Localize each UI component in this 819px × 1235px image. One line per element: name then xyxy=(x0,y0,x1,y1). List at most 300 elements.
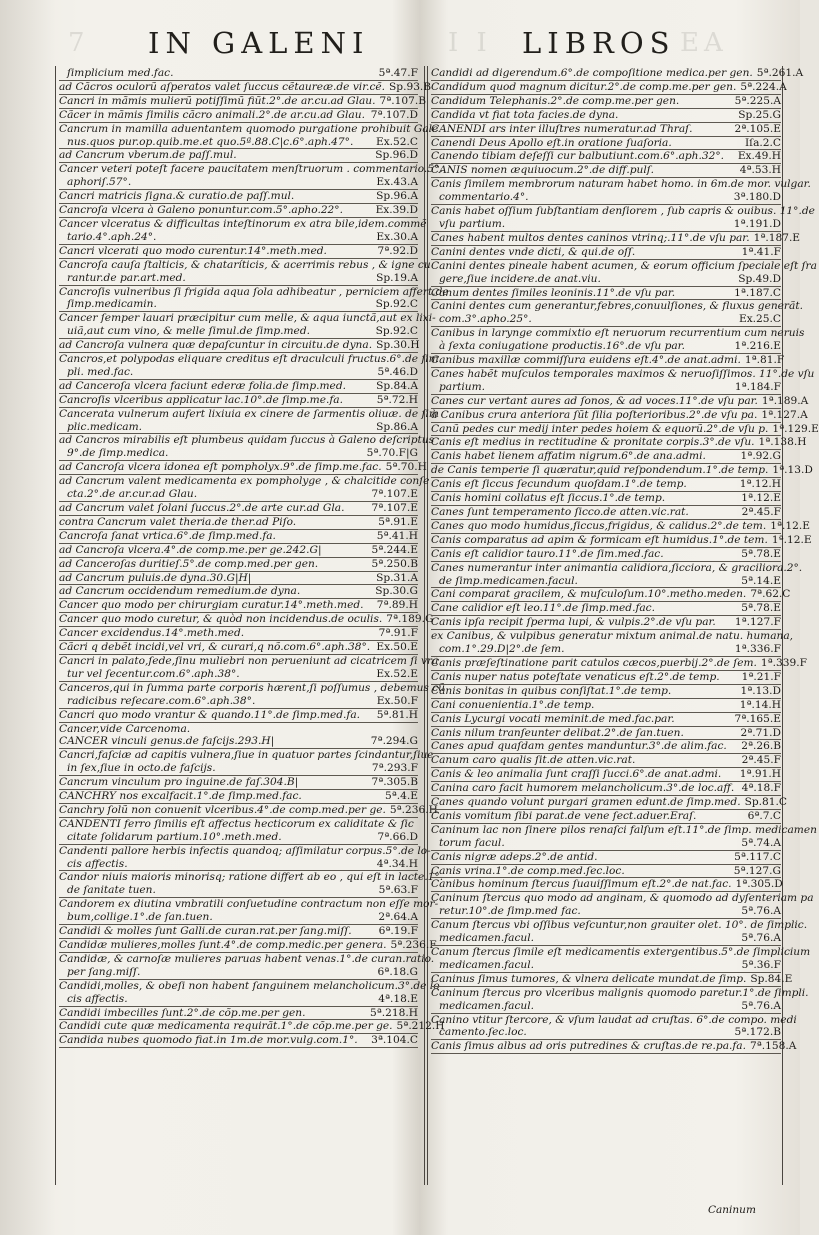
index-entry xyxy=(59,421,418,435)
entry-text: Canibus maxillæ commiſſura euidens eſt.4°.de anat.admi. xyxy=(431,354,741,367)
entry-text: Canum ſtercus ſimile eſt medicamentis extergentibus.5°.de ſimplicium xyxy=(431,946,811,958)
entry-text: Cancrum in mamilla aduentantem quomodo purgatione prohibuit Gale xyxy=(59,122,439,135)
index-entry xyxy=(59,394,418,408)
entry-text: Cancri in mãmis mulierũ potiſſimũ fiũt.2°.de ar.cu.ad Glau. xyxy=(59,94,376,107)
index-entry xyxy=(431,810,781,824)
entry-reference: 7ª.107.B xyxy=(379,94,426,107)
index-entry xyxy=(59,380,418,394)
entry-reference: Sp.84.A xyxy=(376,379,418,392)
entry-text: Cancri,faſciæ ad capitis vulnera,ſiue in quatuor partes ſcindantur,ſiue xyxy=(59,749,434,762)
entry-text: Candidæ mulieres,molles ſunt.4°.de comp.medic.per genera. xyxy=(59,939,387,951)
index-entry xyxy=(431,95,781,109)
entry-text: tario.4°.aph.24°. xyxy=(67,230,157,243)
entry-reference: 2ª.64.A xyxy=(378,911,418,924)
entry-text: medicamen.facul. xyxy=(439,932,534,945)
entry-text: Candidi cute quæ medicamenta requirãt.1°.de cõp.me.per ge. xyxy=(59,1020,393,1033)
index-entry xyxy=(431,381,781,395)
entry-reference: 5ª.91.E xyxy=(378,515,418,528)
running-head-left: IN GALENI xyxy=(148,26,370,60)
index-entry xyxy=(431,713,781,727)
entry-text: Canendi Deus Apollo eſt.in oratione ſuaſoria. xyxy=(431,136,672,149)
index-entry xyxy=(59,911,418,925)
entry-reference: Sp.30.G xyxy=(375,585,418,598)
entry-reference: Sp.93.B xyxy=(389,80,432,93)
index-entry xyxy=(431,178,811,191)
entry-text: Candida nubes quomodo fiat.in 1m.de mor.vulg.com.1°. xyxy=(59,1034,358,1047)
index-entry xyxy=(431,1026,781,1040)
index-entry xyxy=(59,654,439,668)
entry-reference: 1ª.92.G xyxy=(740,450,781,463)
index-entry xyxy=(431,1040,797,1054)
index-entry xyxy=(431,327,805,340)
entry-reference: 1ª.127.F xyxy=(734,616,781,629)
entry-text: Canina caro facit humorem melancholicum.3°.de loc.aff. xyxy=(431,782,735,795)
index-entry xyxy=(431,865,781,879)
index-entry xyxy=(59,461,427,475)
index-entry xyxy=(431,671,781,685)
entry-reference: Sp.96.D xyxy=(375,149,418,162)
index-entry xyxy=(431,273,781,287)
entry-text: ſimplicium med.fac. xyxy=(67,67,174,79)
index-entry xyxy=(59,339,418,353)
entry-reference: 7ª.107.E xyxy=(371,502,418,514)
index-entry xyxy=(59,966,418,980)
index-entry xyxy=(59,735,418,749)
index-entry xyxy=(59,163,443,176)
entry-reference: 1ª.216.E xyxy=(734,340,781,353)
index-entry xyxy=(431,986,809,1000)
entry-reference: 1ª.41.F xyxy=(741,245,781,258)
entry-reference: Sp.31.A xyxy=(376,571,418,584)
index-entry xyxy=(431,602,781,616)
entry-text: Canũ pedes cur medij inter pedes hoiem & equorũ.2°.de vſu p. xyxy=(431,422,769,435)
index-entry xyxy=(431,506,781,520)
index-entry xyxy=(59,993,418,1007)
index-entry xyxy=(59,681,445,695)
index-entry xyxy=(431,905,781,919)
entry-text: Cancroſa cauſa ſtalticis, & chataríticis, & acerrimis rebus , & igne cu xyxy=(59,258,431,271)
entry-text: Canis præſeſtinatione parit catulos cæcos,puerbij.2°.de ſem. xyxy=(431,656,757,669)
bleed-through-right-2: EA xyxy=(680,28,728,58)
index-entry xyxy=(59,475,430,488)
index-entry xyxy=(431,123,781,137)
entry-text: Candidum quod magnum dicitur.2°.de comp.me.per gen. xyxy=(431,80,737,93)
entry-text: Cancerata vulnerum aufert lixiuia ex cinere de ſarmentis oliuæ. de ſim xyxy=(59,407,439,420)
index-entry xyxy=(431,340,781,354)
index-entry xyxy=(431,932,781,946)
entry-text: ad Cancros mirabilis eſt plumbeus quidam ſuccus à Galeno deſcriptus xyxy=(59,434,435,447)
index-entry xyxy=(431,616,781,630)
index-entry xyxy=(431,259,817,273)
entry-reference: 1ª.184.F xyxy=(734,380,781,393)
index-entry xyxy=(431,137,781,151)
entry-reference: 5ª.70.F|G xyxy=(366,447,418,460)
entry-text: vſu partium. xyxy=(439,217,506,230)
entry-reference: 7ª.305.B xyxy=(371,776,418,789)
entry-reference: Iſa.2.C xyxy=(744,136,781,149)
index-entry xyxy=(431,422,819,437)
index-entry xyxy=(59,176,418,190)
index-entry xyxy=(431,164,781,178)
entry-reference: 1ª.14.H xyxy=(739,698,781,711)
entry-text: Canes quando volunt purgari gramen edunt.de ſimp.med. xyxy=(431,796,741,809)
entry-reference: 1ª.13.D xyxy=(772,464,813,477)
entry-reference: 5ª.76.A xyxy=(741,905,781,918)
entry-text: cis affectis. xyxy=(67,992,128,1005)
entry-reference: 5ª.14.E xyxy=(741,574,781,587)
entry-reference: Sp.86.A xyxy=(376,420,418,433)
index-entry xyxy=(59,272,418,286)
entry-text: ad Cancrum vberum.de paſſ.mul. xyxy=(59,149,237,162)
index-entry xyxy=(59,695,418,709)
index-entry xyxy=(59,1020,445,1034)
index-entry xyxy=(59,67,418,81)
entry-reference: 6ª.18.G xyxy=(377,965,418,978)
entry-reference: 1ª.91.H xyxy=(739,768,781,781)
entry-text: CANDENTI ferro ſimilis eſt affectus hecticorum ex caliditate & ſic xyxy=(59,817,414,830)
entry-reference: 1ª.189.A xyxy=(761,394,809,407)
entry-text: aphoriſ.57°. xyxy=(67,176,132,189)
entry-text: Canis eſt medius in rectitudine & pronitate corpis.3°.de vſu. xyxy=(431,436,755,449)
entry-text: citate ſolidarum partium.10°.meth.med. xyxy=(67,830,282,843)
entry-text: bum,collige.1°.de ſan.tuen. xyxy=(67,911,213,924)
entry-reference: 5ª.47.F xyxy=(378,67,418,79)
entry-reference: 5ª.250.B xyxy=(371,557,418,570)
entry-text: com.3°.apho.25°. xyxy=(439,313,532,326)
entry-reference: 7ª.62.C xyxy=(750,588,791,601)
entry-text: Cancroſa vlcera à Galeno ponuntur.com.5°.apho.22°. xyxy=(59,204,343,217)
entry-text: Canis habet lienem affatim nigrum.6°.de ana.admi. xyxy=(431,450,706,463)
entry-text: ſimp.medicamin. xyxy=(67,298,157,311)
entry-text: Canchry ſolũ non conuenit vlceribus.4°.de comp.med.per ge. xyxy=(59,803,386,816)
entry-reference: 6ª.19.F xyxy=(378,925,418,938)
entry-text: ad Canceroſas duritieſ.5°.de comp.med.per gen. xyxy=(59,557,319,570)
entry-text: Cãcri q debẽt incidi,vel vri, & curari,q nõ.com.6°.aph.38°. xyxy=(59,641,371,654)
entry-text: Cancri quo modo vrantur & quando.11°.de ſimp.med.fa. xyxy=(59,708,361,721)
entry-text: Canis ſimilem membrorum naturam habet homo. in 6m.de mor. vulgar. xyxy=(431,178,811,191)
entry-text: gere,ſiue incidere.de anat.viu. xyxy=(439,272,601,285)
entry-text: Canes numerantur inter animantia calidiora,ſicciora, & graciliora.2°. xyxy=(431,561,803,574)
entry-text: Candenti pallore herbis infectis quandoq; aſſimilatur corpus.5°.de lo- xyxy=(59,844,431,857)
entry-reference: 1ª.191.D xyxy=(733,217,781,230)
index-entry xyxy=(431,575,781,589)
index-entry xyxy=(431,67,804,81)
index-entry xyxy=(59,231,418,245)
entry-text: ad Cancrum occidendum remedium.de dyna. xyxy=(59,585,301,598)
entry-text: uiã,aut cum vino, & melle ſimul.de ſimp.med. xyxy=(67,325,310,338)
entry-text: Cancer excidendus.14°.meth.med. xyxy=(59,627,245,640)
index-entry xyxy=(431,246,781,260)
entry-text: Canis nigræ adeps.2°.de antid. xyxy=(431,850,598,863)
entry-reference: 5ª.76.A xyxy=(741,932,781,945)
entry-text: ex Canibus, & vulpibus generatur mixtum animal.de natu. humana, xyxy=(431,630,794,643)
index-entry xyxy=(59,502,418,516)
entry-reference: 2ª.26.B xyxy=(741,740,781,753)
entry-text: Caninum ſtercus quo modo ad anginam, & quomodo ad dyſenteriam pa xyxy=(431,892,814,905)
entry-text: ad Cancrum valent medicamenta ex pompholyge , & chalcitide conſe xyxy=(59,475,430,488)
entry-text: Cancri matricis ſigna.& curatio.de paſſ.mul. xyxy=(59,190,295,203)
entry-reference: Ex.30.A xyxy=(376,230,418,243)
entry-text: Canum ſtercus vbi oſſibus veſcuntur,non grauiter olet. 10°. de ſimplic. xyxy=(431,919,808,932)
index-entry xyxy=(431,450,781,464)
index-entry xyxy=(59,285,449,299)
index-entry xyxy=(59,245,418,259)
entry-text: plic.medicam. xyxy=(67,420,143,433)
entry-text: Candidi imbecilles ſunt.2°.de cõp.me.per gen. xyxy=(59,1006,306,1019)
entry-reference: 5ª.236.F xyxy=(390,939,437,951)
index-entry xyxy=(431,408,808,423)
entry-text: Candidi & molles ſunt Galli.de curan.rat.per ſang.miſſ. xyxy=(59,925,352,938)
entry-text: Canis comparatus ad apim & formicam eſt humidus.1°.de tem. xyxy=(431,533,768,546)
entry-text: Canis vomitum ſibi parat.de vene ſect.aduer.Eraſ. xyxy=(431,809,697,822)
entry-reference: 5ª.127.G xyxy=(733,864,781,877)
index-entry xyxy=(59,149,418,163)
entry-text: ad Cancroſa vulnera quæ depaſcuntur in circuitu.de dyna. xyxy=(59,339,373,352)
entry-reference: 5ª.236.H xyxy=(389,803,438,816)
entry-reference: 7ª.294.G xyxy=(370,735,418,748)
entry-text: ad Canceroſa vlcera faciunt ederæ folia.de ſimp.med. xyxy=(59,379,346,392)
entry-reference: 5ª.41.H xyxy=(376,529,418,542)
entry-text: CANENDI ars inter illuſtres numeratur.ad Thraſ. xyxy=(431,122,693,135)
index-entry xyxy=(59,818,418,831)
index-entry xyxy=(431,1000,781,1014)
entry-text: pli. med.fac. xyxy=(67,365,134,378)
index-entry xyxy=(431,972,793,987)
entry-text: Canes habent multos dentes caninos vtrinq;.11°.de vſu par. xyxy=(431,231,750,244)
entry-text: Canis ipſa recipit ſperma lupi, & vulpis.2°.de vſu par. xyxy=(431,616,716,629)
index-entry xyxy=(431,878,781,892)
index-entry xyxy=(431,837,781,851)
entry-reference: 5ª.63.F xyxy=(378,884,418,897)
entry-text: Cancroſa ſanat vrtica.6°.de ſimp.med.fa. xyxy=(59,529,276,542)
entry-text: Cani comparat gracilem, & muſculoſum.10°.metho.meden. xyxy=(431,588,747,601)
entry-reference: Ex.49.H xyxy=(737,150,781,163)
entry-text: Canino vtitur ſtercore, & vſum laudat ad cruſtas. 6°.de compo. medi xyxy=(431,1013,797,1026)
index-entry xyxy=(431,548,781,562)
entry-text: camento.ſec.loc. xyxy=(439,1026,527,1039)
entry-reference: 6ª.7.C xyxy=(747,809,781,822)
entry-text: medicamen.facul. xyxy=(439,958,534,971)
index-entry xyxy=(59,776,418,790)
entry-text: radicibus reſecare.com.6°.aph.38°. xyxy=(67,694,256,707)
entry-reference: Sp.81.C xyxy=(744,796,787,809)
entry-text: à Canibus crura anteriora ſũt ſilia poſterioribus.2°.de vſu pa. xyxy=(431,408,758,421)
index-entry xyxy=(59,136,418,150)
entry-text: Canini dentes pineale habent acumen, & eorum officium ſpeciale eſt ſra xyxy=(431,259,817,272)
entry-text: retur.10°.de ſimp.med fac. xyxy=(439,905,581,918)
entry-text: Cancer quo modo curetur, & quòd non incidendus.de oculis. xyxy=(59,613,383,626)
entry-text: CANIS nomen æquiuocum.2°.de diff.pulſ. xyxy=(431,164,655,177)
entry-reference: 1ª.129.E xyxy=(772,422,819,435)
entry-reference: 7ª.91.F xyxy=(378,627,418,640)
index-entry xyxy=(431,367,815,381)
index-entry xyxy=(431,231,801,246)
entry-reference: 1ª.12.H xyxy=(739,478,781,491)
entry-text: ad Cancroſa vlcera.4°.de comp.me.per ge.242.G| xyxy=(59,543,322,556)
column-rule-left xyxy=(55,66,56,1185)
index-entry xyxy=(431,823,817,837)
entry-reference: 1ª.336.F xyxy=(734,643,781,656)
catchword: Caninum xyxy=(708,1204,756,1216)
index-entry xyxy=(59,898,439,911)
entry-reference: 2ª.45.F xyxy=(741,506,781,518)
index-entry xyxy=(431,150,781,164)
index-entry xyxy=(59,109,418,123)
entry-reference: 5ª.218.H xyxy=(370,1006,418,1019)
entry-reference: 2ª.105.E xyxy=(734,122,781,135)
entry-text: cta.2°.de ar.cur.ad Glau. xyxy=(67,488,198,501)
entry-text: ad Cancroſa vlcera idonea eſt pompholyx.9°.de ſimp.me.fac. xyxy=(59,461,382,474)
entry-reference: 3ª.180.D xyxy=(733,191,781,204)
index-entry xyxy=(431,768,781,782)
index-entry xyxy=(431,464,813,478)
entry-text: Canceros,qui in ſumma parte corporis hærent,ſi poſſumus , debemus cũ xyxy=(59,681,445,694)
entry-text: Cãcer in mãmis ſimilis cãcro animali.2°.de ar.cu.ad Glau. xyxy=(59,108,365,121)
entry-reference: 1ª.187.E xyxy=(753,231,801,244)
entry-reference: Sp.84.E xyxy=(750,972,793,985)
entry-text: Cancroſis vulneribus ſi frigida aqua ſola adhibeatur , perniciem affert.de xyxy=(59,285,449,298)
entry-text: Caninus ſimus tumores, & vlnera delicate mundat.de ſimp. xyxy=(431,972,747,985)
entry-reference: 7ª.107.D xyxy=(370,108,418,121)
entry-text: de ſimp.medicamen.facul. xyxy=(439,574,578,587)
index-entry xyxy=(59,572,418,586)
index-entry xyxy=(431,218,781,232)
index-entry xyxy=(59,979,440,993)
entry-reference: 1ª.81.F xyxy=(744,354,785,367)
index-entry xyxy=(431,959,781,973)
entry-reference: 7ª.66.D xyxy=(377,830,418,843)
entry-reference: Sp.49.D xyxy=(738,272,781,285)
entry-text: rantur.de par.art.med. xyxy=(67,271,186,284)
entry-text: tur vel ſecentur.com.6°.aph.38°. xyxy=(67,667,240,680)
entry-text: Cancri vlcerati quo modo curentur.14°.meth.med. xyxy=(59,244,327,257)
index-entry xyxy=(59,858,418,872)
entry-text: ad Cancrum puluis.de dyna.30.G|H| xyxy=(59,571,252,584)
entry-reference: 5ª.46.D xyxy=(377,365,418,378)
index-entry xyxy=(59,749,434,762)
entry-reference: 5ª.76.A xyxy=(741,999,781,1012)
index-entry xyxy=(431,394,809,409)
entry-reference: 5ª.117.C xyxy=(734,850,781,863)
entry-text: Candor niuis maioris minorisq; ratione differt ab eo , qui eſt in lacte.1°. xyxy=(59,871,444,884)
index-entry xyxy=(431,533,812,548)
entry-text: Cancros,et polypodas eliquare creditus eſt draculculi fructus.6°.de ſim xyxy=(59,353,439,366)
entry-text: Candidæ, & carnoſæ mulieres paruas habent venas.1°.de curan.ratio. xyxy=(59,952,435,965)
entry-text: Canis & leo animalia ſunt craſſi ſucci.6°.de anat.admi. xyxy=(431,768,722,781)
entry-text: contra Cancrum valet theria.de ther.ad Piſo. xyxy=(59,515,297,528)
entry-text: Canis vrina.1°.de comp.med.ſec.loc. xyxy=(431,864,625,877)
entry-text: Cancer veteri poteſt facere paucitatem menſtruorum . commentario.5°. xyxy=(59,163,443,176)
entry-reference: Ex.39.D xyxy=(375,204,418,217)
index-entry xyxy=(59,258,431,272)
index-column-left xyxy=(59,67,449,1048)
entry-text: Canis ſimus albus ad oris putredines & cruſtas.de re.pa.fa. xyxy=(431,1040,746,1053)
entry-reference: 2ª.45.F xyxy=(741,754,781,767)
index-entry xyxy=(431,436,807,450)
entry-text: Canis nuper natus poteſtate venaticus eſt.2°.de temp. xyxy=(431,670,720,683)
entry-text: per ſang.miſſ. xyxy=(67,965,141,978)
index-entry xyxy=(59,298,418,312)
entry-text: Canis homini collatus eſt ſiccus.1°.de temp. xyxy=(431,492,666,505)
entry-reference: 1ª.12.E xyxy=(771,533,812,546)
index-entry xyxy=(431,685,781,699)
index-entry xyxy=(431,919,808,932)
index-entry xyxy=(431,1013,797,1027)
index-entry xyxy=(59,80,432,95)
entry-text: Canum caro qualis ſit.de atten.vic.rat. xyxy=(431,754,636,767)
index-entry xyxy=(59,641,418,655)
entry-reference: 5ª.74.A xyxy=(741,836,781,849)
entry-text: Canes habẽt muſculos temporales maximos & neruoſiſſimos. 11°.de vſu xyxy=(431,367,815,380)
entry-text: ad Cãcros oculorũ aſperatos valet ſuccus cẽtaureæ.de vir.cẽ. xyxy=(59,80,386,93)
index-entry xyxy=(59,217,427,231)
entry-text: CANCHRY nos excalfacit.1°.de ſimp.med.fac. xyxy=(59,790,302,803)
index-entry xyxy=(59,407,439,421)
index-entry xyxy=(431,191,781,205)
entry-reference: 1ª.339.F xyxy=(760,656,807,669)
index-entry xyxy=(59,204,418,218)
entry-reference: 5ª.244.E xyxy=(371,543,418,556)
entry-text: Canes apud quaſdam gentes manduntur.3°.de alim.fac. xyxy=(431,740,727,753)
entry-text: Canes cur vertant aures ad ſonos, & ad voces.11°.de vſu par. xyxy=(431,394,758,407)
entry-text: cis affectis. xyxy=(67,857,128,870)
entry-text: commentario.4°. xyxy=(439,191,529,204)
index-entry xyxy=(59,447,418,461)
index-entry xyxy=(59,723,418,736)
index-entry xyxy=(59,871,444,884)
index-column-right xyxy=(431,67,819,1054)
entry-reference: 1ª.13.D xyxy=(740,684,781,697)
entry-text: ad Cancrum valet ſolani ſuccus.2°.de arte cur.ad Gla. xyxy=(59,502,345,514)
index-entry xyxy=(59,668,418,682)
entry-text: Candida vt fiat tota facies.de dyna. xyxy=(431,108,619,121)
entry-text: Canis bonitas in quibus conſiſtat.1°.de temp. xyxy=(431,684,672,697)
entry-reference: Sp.30.H xyxy=(376,339,420,352)
entry-text: Canibus hominum ſtercus ſuauiſſimum eſt.2°.de nat.fac. xyxy=(431,878,732,891)
index-entry xyxy=(431,727,781,741)
entry-reference: 7ª.293.F xyxy=(371,762,418,775)
index-entry xyxy=(59,803,438,818)
entry-text: Canis nilum tranſeunter delibat.2°.de ſan.tuen. xyxy=(431,726,684,739)
entry-text: Canis eſt ſiccus ſecundum quoſdam.1°.de temp. xyxy=(431,478,687,491)
index-entry xyxy=(59,844,431,858)
index-entry xyxy=(59,884,418,898)
entry-reference: 5ª.70.H xyxy=(385,461,427,474)
entry-text: in ſex,ſiue in octo.de faſcijs. xyxy=(67,762,216,775)
entry-reference: 5ª.81.H xyxy=(376,708,418,721)
entry-text: com.1°.29.D|2°.de ſem. xyxy=(439,643,565,656)
entry-reference: Sp.19.A xyxy=(376,271,418,284)
index-entry xyxy=(431,796,787,810)
index-entry xyxy=(59,325,418,339)
entry-reference: 1ª.21.F xyxy=(741,670,781,683)
index-entry xyxy=(59,516,418,530)
entry-reference: 7ª.107.E xyxy=(371,488,418,501)
entry-text: Candidi,molles, & obeſi non habent ſanguinem melancholicum.3°.de lo xyxy=(59,979,440,992)
index-entry xyxy=(431,300,803,313)
index-entry xyxy=(59,122,439,136)
entry-reference: Ex.52.C xyxy=(375,135,418,148)
entry-reference: 5ª.225.A xyxy=(734,94,781,107)
index-entry xyxy=(431,656,807,671)
index-entry xyxy=(431,492,781,506)
index-entry xyxy=(59,627,418,641)
entry-text: Candidi ad digerendum.6°.de compoſitione medica.per gen. xyxy=(431,67,753,79)
entry-reference: Sp.92.C xyxy=(375,298,418,311)
entry-reference: Ex.50.E xyxy=(376,641,418,654)
entry-text: Canis Lycurgi vocati meminit.de med.fac.par. xyxy=(431,712,675,725)
index-entry xyxy=(59,1034,418,1048)
